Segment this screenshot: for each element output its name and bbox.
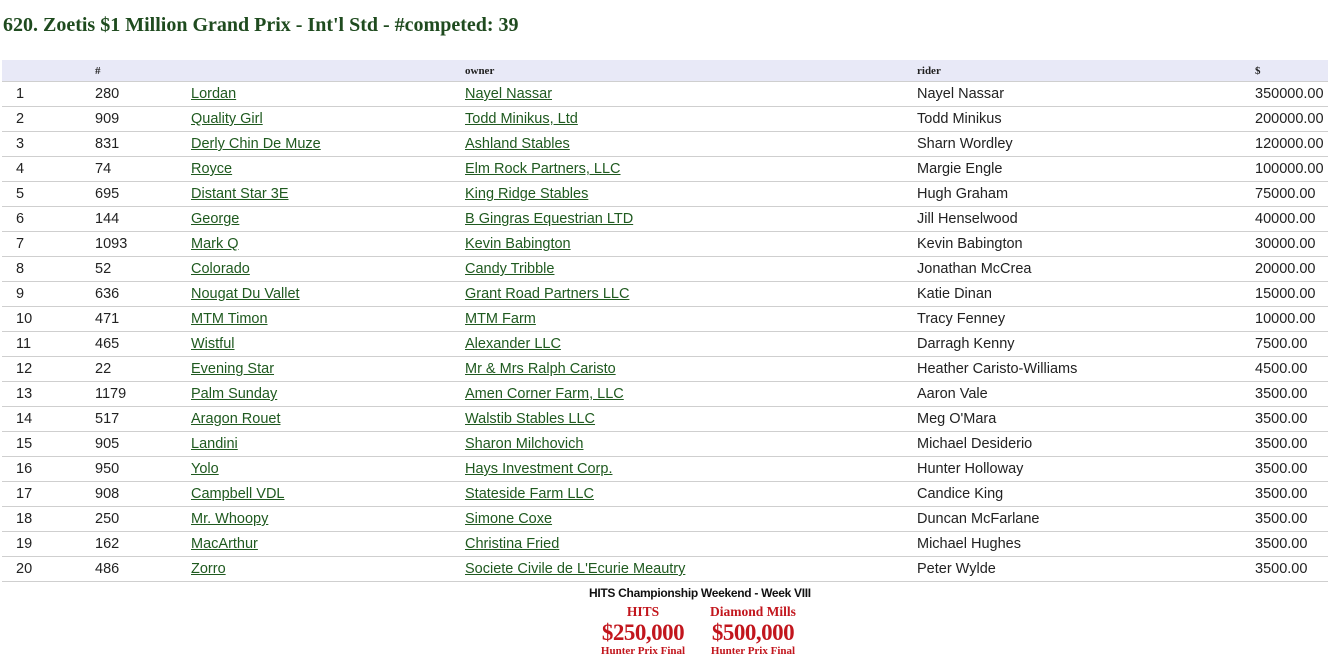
table-row bbox=[2, 507, 1328, 532]
owner-link[interactable]: Elm Rock Partners, LLC bbox=[465, 161, 621, 177]
entry-number-cell: 950 bbox=[95, 457, 191, 482]
owner-cell bbox=[465, 482, 917, 507]
rider-cell: Sharn Wordley bbox=[917, 132, 1255, 157]
ad-hits-column bbox=[589, 605, 697, 657]
place-cell: 7 bbox=[2, 232, 95, 257]
owner-link[interactable]: MTM Farm bbox=[465, 311, 536, 327]
place-cell: 14 bbox=[2, 407, 95, 432]
place-cell: 19 bbox=[2, 532, 95, 557]
prize-cell: 100000.00 bbox=[1255, 157, 1328, 182]
table-row bbox=[2, 107, 1328, 132]
page-title: 620. Zoetis $1 Million Grand Prix - Int'l Std - #competed: 39 bbox=[3, 14, 519, 36]
table-row bbox=[2, 407, 1328, 432]
horse-link[interactable]: Royce bbox=[191, 161, 233, 177]
horse-cell bbox=[191, 107, 465, 132]
column-header-owner: owner bbox=[465, 60, 917, 82]
place-cell: 11 bbox=[2, 332, 95, 357]
rider-cell: Candice King bbox=[917, 482, 1255, 507]
results-body bbox=[2, 82, 1328, 582]
entry-number-cell: 22 bbox=[95, 357, 191, 382]
horse-link[interactable]: Quality Girl bbox=[191, 111, 263, 127]
owner-cell bbox=[465, 257, 917, 282]
entry-number-cell: 695 bbox=[95, 182, 191, 207]
horse-link[interactable]: Mr. Whoopy bbox=[191, 511, 269, 527]
prize-cell: 350000.00 bbox=[1255, 82, 1328, 107]
horse-cell bbox=[191, 82, 465, 107]
rider-cell: Kevin Babington bbox=[917, 232, 1255, 257]
horse-link[interactable]: Aragon Rouet bbox=[191, 411, 281, 427]
owner-link[interactable]: Ashland Stables bbox=[465, 136, 570, 152]
owner-cell bbox=[465, 307, 917, 332]
hits-championship-ad[interactable] bbox=[589, 585, 811, 665]
owner-link[interactable]: Nayel Nassar bbox=[465, 86, 553, 102]
owner-link[interactable]: Walstib Stables LLC bbox=[465, 411, 596, 427]
owner-cell bbox=[465, 82, 917, 107]
prize-cell: 3500.00 bbox=[1255, 507, 1328, 532]
horse-link[interactable]: George bbox=[191, 211, 240, 227]
ad-diamond-mills-column bbox=[699, 605, 807, 657]
place-cell: 20 bbox=[2, 557, 95, 582]
table-row bbox=[2, 182, 1328, 207]
owner-link[interactable]: Christina Fried bbox=[465, 536, 560, 552]
horse-cell bbox=[191, 157, 465, 182]
ad-hits-subtitle: Hunter Prix Final bbox=[600, 645, 686, 657]
ad-diamond-mills-subtitle: Hunter Prix Final bbox=[710, 645, 796, 657]
owner-cell bbox=[465, 332, 917, 357]
table-row bbox=[2, 457, 1328, 482]
place-cell: 8 bbox=[2, 257, 95, 282]
horse-link[interactable]: Distant Star 3E bbox=[191, 186, 289, 202]
entry-number-cell: 908 bbox=[95, 482, 191, 507]
entry-number-cell: 471 bbox=[95, 307, 191, 332]
horse-cell bbox=[191, 357, 465, 382]
owner-cell bbox=[465, 507, 917, 532]
prize-cell: 15000.00 bbox=[1255, 282, 1328, 307]
place-cell: 6 bbox=[2, 207, 95, 232]
rider-cell: Darragh Kenny bbox=[917, 332, 1255, 357]
column-header-number: # bbox=[95, 60, 191, 82]
horse-link[interactable]: Evening Star bbox=[191, 361, 275, 377]
owner-link[interactable]: Simone Coxe bbox=[465, 511, 553, 527]
horse-cell bbox=[191, 207, 465, 232]
owner-link[interactable]: Todd Minikus, Ltd bbox=[465, 111, 578, 127]
owner-cell bbox=[465, 532, 917, 557]
horse-cell bbox=[191, 557, 465, 582]
ad-headline: HITS Championship Weekend - Week VIII bbox=[589, 586, 811, 600]
ad-hits-name: HITS bbox=[626, 604, 660, 619]
horse-link[interactable]: MacArthur bbox=[191, 536, 258, 552]
place-cell: 17 bbox=[2, 482, 95, 507]
owner-link[interactable]: Candy Tribble bbox=[465, 261, 555, 277]
horse-link[interactable]: Yolo bbox=[191, 461, 219, 477]
prize-cell: 3500.00 bbox=[1255, 482, 1328, 507]
table-row bbox=[2, 232, 1328, 257]
prize-cell: 200000.00 bbox=[1255, 107, 1328, 132]
owner-cell bbox=[465, 407, 917, 432]
rider-cell: Aaron Vale bbox=[917, 382, 1255, 407]
entry-number-cell: 162 bbox=[95, 532, 191, 557]
rider-cell: Heather Caristo-Williams bbox=[917, 357, 1255, 382]
table-row bbox=[2, 357, 1328, 382]
place-cell: 4 bbox=[2, 157, 95, 182]
entry-number-cell: 1179 bbox=[95, 382, 191, 407]
ad-diamond-mills-amount: $500,000 bbox=[711, 620, 795, 645]
prize-cell: 20000.00 bbox=[1255, 257, 1328, 282]
table-row bbox=[2, 532, 1328, 557]
rider-cell: Todd Minikus bbox=[917, 107, 1255, 132]
horse-link[interactable]: Campbell VDL bbox=[191, 486, 285, 502]
table-row bbox=[2, 382, 1328, 407]
horse-cell bbox=[191, 257, 465, 282]
entry-number-cell: 905 bbox=[95, 432, 191, 457]
owner-cell bbox=[465, 357, 917, 382]
entry-number-cell: 831 bbox=[95, 132, 191, 157]
table-row bbox=[2, 207, 1328, 232]
table-row bbox=[2, 482, 1328, 507]
owner-link[interactable]: Sharon Milchovich bbox=[465, 436, 584, 452]
prize-cell: 3500.00 bbox=[1255, 407, 1328, 432]
owner-link[interactable]: Grant Road Partners LLC bbox=[465, 286, 630, 302]
place-cell: 1 bbox=[2, 82, 95, 107]
place-cell: 3 bbox=[2, 132, 95, 157]
horse-link[interactable]: Lordan bbox=[191, 86, 237, 102]
prize-cell: 3500.00 bbox=[1255, 382, 1328, 407]
table-row bbox=[2, 557, 1328, 582]
prize-cell: 75000.00 bbox=[1255, 182, 1328, 207]
place-cell: 18 bbox=[2, 507, 95, 532]
rider-cell: Peter Wylde bbox=[917, 557, 1255, 582]
horse-cell bbox=[191, 507, 465, 532]
owner-link[interactable]: Mr & Mrs Ralph Caristo bbox=[465, 361, 616, 377]
rider-cell: Meg O'Mara bbox=[917, 407, 1255, 432]
owner-cell bbox=[465, 157, 917, 182]
horse-link[interactable]: Zorro bbox=[191, 561, 226, 577]
place-cell: 9 bbox=[2, 282, 95, 307]
prize-cell: 3500.00 bbox=[1255, 532, 1328, 557]
horse-cell bbox=[191, 232, 465, 257]
owner-link[interactable]: Hays Investment Corp. bbox=[465, 461, 613, 477]
place-cell: 15 bbox=[2, 432, 95, 457]
horse-link[interactable]: Wistful bbox=[191, 336, 235, 352]
owner-cell bbox=[465, 207, 917, 232]
horse-cell bbox=[191, 532, 465, 557]
place-cell: 12 bbox=[2, 357, 95, 382]
place-cell: 2 bbox=[2, 107, 95, 132]
owner-link[interactable]: Amen Corner Farm, LLC bbox=[465, 386, 624, 402]
rider-cell: Hugh Graham bbox=[917, 182, 1255, 207]
column-header-horse bbox=[191, 60, 465, 82]
prize-cell: 7500.00 bbox=[1255, 332, 1328, 357]
rider-cell: Duncan McFarlane bbox=[917, 507, 1255, 532]
entry-number-cell: 1093 bbox=[95, 232, 191, 257]
horse-cell bbox=[191, 407, 465, 432]
rider-cell: Michael Hughes bbox=[917, 532, 1255, 557]
horse-link[interactable]: Landini bbox=[191, 436, 238, 452]
owner-cell bbox=[465, 432, 917, 457]
horse-cell bbox=[191, 382, 465, 407]
results-table bbox=[2, 60, 1328, 582]
prize-cell: 3500.00 bbox=[1255, 557, 1328, 582]
owner-link[interactable]: Stateside Farm LLC bbox=[465, 486, 594, 502]
horse-cell bbox=[191, 482, 465, 507]
prize-cell: 120000.00 bbox=[1255, 132, 1328, 157]
table-row bbox=[2, 157, 1328, 182]
prize-cell: 40000.00 bbox=[1255, 207, 1328, 232]
column-header-rider: rider bbox=[917, 60, 1255, 82]
column-header-place bbox=[2, 60, 95, 82]
horse-link[interactable]: Colorado bbox=[191, 261, 250, 277]
entry-number-cell: 280 bbox=[95, 82, 191, 107]
entry-number-cell: 636 bbox=[95, 282, 191, 307]
rider-cell: Jill Henselwood bbox=[917, 207, 1255, 232]
place-cell: 13 bbox=[2, 382, 95, 407]
column-header-prize: $ bbox=[1255, 60, 1328, 82]
table-row bbox=[2, 332, 1328, 357]
entry-number-cell: 144 bbox=[95, 207, 191, 232]
horse-link[interactable]: Nougat Du Vallet bbox=[191, 286, 300, 302]
horse-link[interactable]: Palm Sunday bbox=[191, 386, 278, 402]
rider-cell: Jonathan McCrea bbox=[917, 257, 1255, 282]
table-row bbox=[2, 307, 1328, 332]
prize-cell: 3500.00 bbox=[1255, 457, 1328, 482]
horse-link[interactable]: Mark Q bbox=[191, 236, 239, 252]
entry-number-cell: 250 bbox=[95, 507, 191, 532]
entry-number-cell: 486 bbox=[95, 557, 191, 582]
owner-cell bbox=[465, 182, 917, 207]
owner-link[interactable]: B Gingras Equestrian LTD bbox=[465, 211, 634, 227]
owner-cell bbox=[465, 382, 917, 407]
rider-cell: Nayel Nassar bbox=[917, 82, 1255, 107]
table-row bbox=[2, 282, 1328, 307]
rider-cell: Hunter Holloway bbox=[917, 457, 1255, 482]
horse-cell bbox=[191, 132, 465, 157]
horse-cell bbox=[191, 307, 465, 332]
ad-diamond-mills-name: Diamond Mills bbox=[710, 604, 796, 619]
table-row bbox=[2, 257, 1328, 282]
rider-cell: Margie Engle bbox=[917, 157, 1255, 182]
rider-cell: Michael Desiderio bbox=[917, 432, 1255, 457]
horse-cell bbox=[191, 332, 465, 357]
owner-cell bbox=[465, 457, 917, 482]
entry-number-cell: 74 bbox=[95, 157, 191, 182]
owner-link[interactable]: Kevin Babington bbox=[465, 236, 571, 252]
horse-cell bbox=[191, 182, 465, 207]
horse-link[interactable]: MTM Timon bbox=[191, 311, 268, 327]
place-cell: 10 bbox=[2, 307, 95, 332]
prize-cell: 4500.00 bbox=[1255, 357, 1328, 382]
entry-number-cell: 517 bbox=[95, 407, 191, 432]
owner-link[interactable]: Societe Civile de L'Ecurie Meautry bbox=[465, 561, 686, 577]
owner-cell bbox=[465, 107, 917, 132]
horse-cell bbox=[191, 282, 465, 307]
entry-number-cell: 465 bbox=[95, 332, 191, 357]
owner-cell bbox=[465, 232, 917, 257]
prize-cell: 30000.00 bbox=[1255, 232, 1328, 257]
rider-cell: Tracy Fenney bbox=[917, 307, 1255, 332]
horse-link[interactable]: Derly Chin De Muze bbox=[191, 136, 321, 152]
entry-number-cell: 909 bbox=[95, 107, 191, 132]
place-cell: 16 bbox=[2, 457, 95, 482]
owner-cell bbox=[465, 557, 917, 582]
owner-link[interactable]: Alexander LLC bbox=[465, 336, 561, 352]
table-row bbox=[2, 432, 1328, 457]
prize-cell: 3500.00 bbox=[1255, 432, 1328, 457]
prize-cell: 10000.00 bbox=[1255, 307, 1328, 332]
owner-cell bbox=[465, 282, 917, 307]
place-cell: 5 bbox=[2, 182, 95, 207]
horse-cell bbox=[191, 457, 465, 482]
horse-cell bbox=[191, 432, 465, 457]
owner-cell bbox=[465, 132, 917, 157]
entry-number-cell: 52 bbox=[95, 257, 191, 282]
ad-hits-amount: $250,000 bbox=[601, 620, 685, 645]
rider-cell: Katie Dinan bbox=[917, 282, 1255, 307]
owner-link[interactable]: King Ridge Stables bbox=[465, 186, 589, 202]
table-row bbox=[2, 82, 1328, 107]
table-row bbox=[2, 132, 1328, 157]
table-header-row bbox=[2, 60, 1328, 82]
